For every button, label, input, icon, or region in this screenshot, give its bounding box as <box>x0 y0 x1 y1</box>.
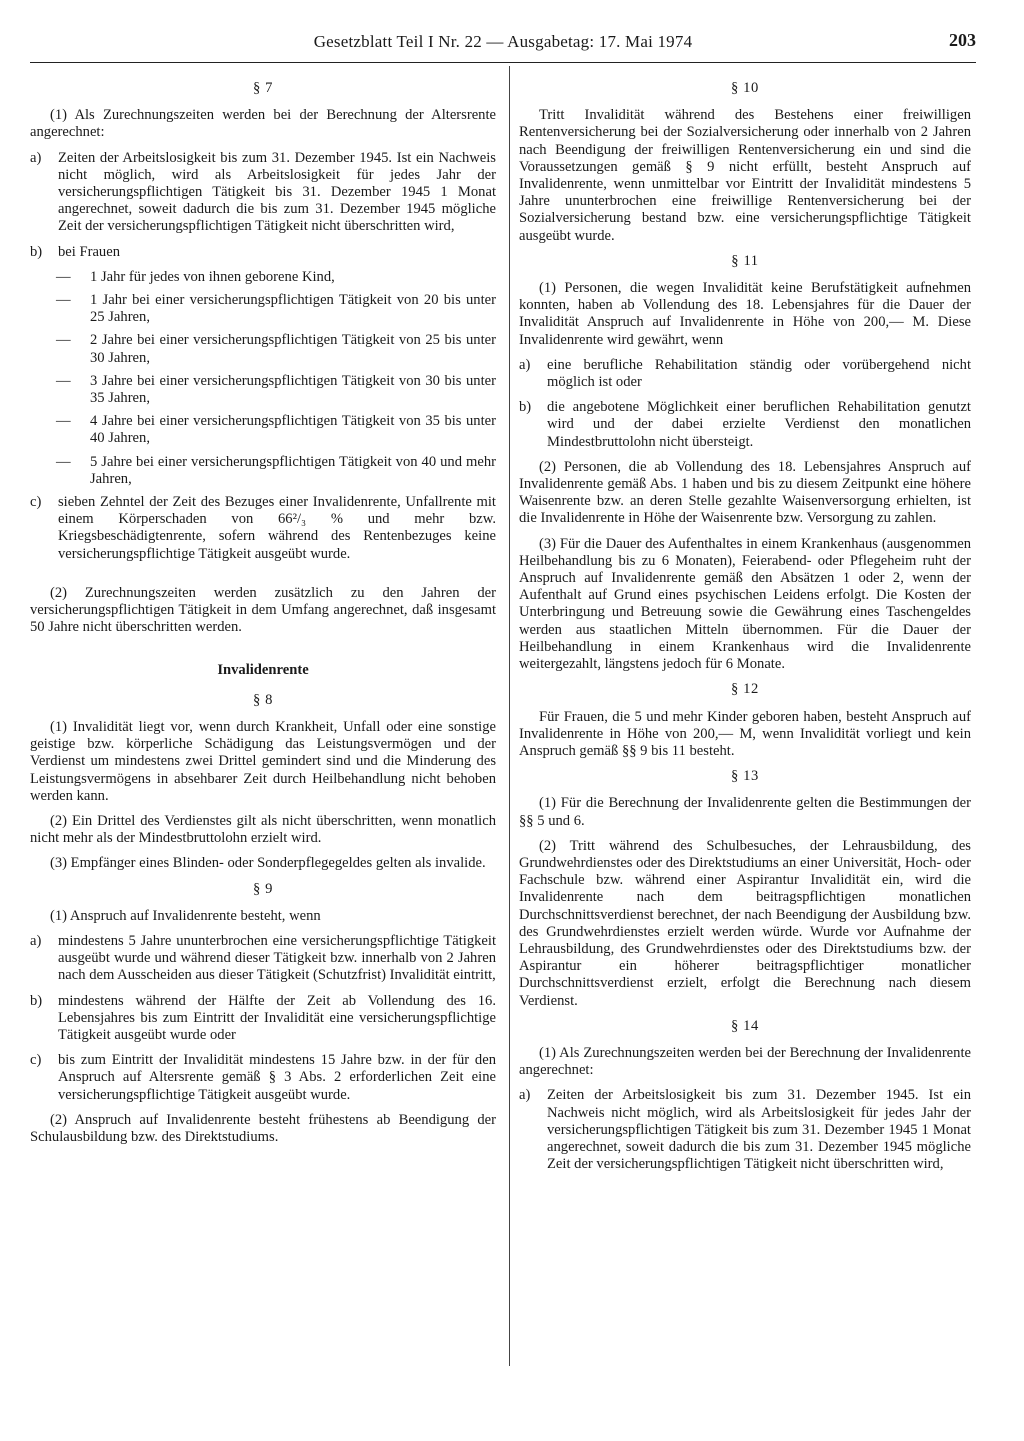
dash-text: 1 Jahr für jedes von ihnen geborene Kind, <box>90 268 335 285</box>
s10-paragraph-1: Tritt Invalidität während des Bestehens einer freiwilligen Rentenversicherung bei der Sozialversicherung oder innerhalb von 2 Jahren nach Beendigung der freiwilligen Rentenversicherung ein und sind die Voraussetzungen gemäß § 9 nicht erfüllt, besteht Anspruch auf Invalidenrente, wenn unmittelbar vor Eintritt der Invalidität mindestens 5 Jahre ununterbrochen eine freiwillige Rentenversicherung bei der Sozialversicherung bestand bzw. eine versicherungspflichtige Tätigkeit ausgeübt wurde. <box>519 107 971 244</box>
item-label: b) <box>30 243 43 260</box>
dash-label: — <box>56 453 71 470</box>
dash-label: — <box>56 413 71 430</box>
page-number: 203 <box>949 30 976 50</box>
s9-item-c <box>30 1052 496 1104</box>
dash-label: — <box>56 292 71 309</box>
right-column <box>519 72 971 1181</box>
s7-item-c <box>30 494 496 563</box>
s13-paragraph-2: (2) Tritt während des Schulbesuches, der Lehrausbildung, des Grundwehrdienstes oder des Direktstudiums an einer Universität, Hoch- oder Fachschule bzw. während einer Aspirantur Invalidität ein, wird die Invalidenrente nach dem beitragspflichtigen monatlichen Durchschnittsverdienst berechnet, der nach Beendigung der Ausbildung bzw. des Grundwehrdienstes erzielt werden würde. Wurde vor Aufnahme der Lehrausbildung, des Grundwehrdienstes oder des Direktstudiums bzw. der Aspirantur ein höherer beitragspflichtiger monatlicher Durchschnittsverdienst erzielt, erfolgt die Berechnung nach diesem Verdienst. <box>519 837 971 1009</box>
s7-dash-item <box>30 332 496 366</box>
section-heading-12: § 12 <box>731 681 759 698</box>
s11-item-a <box>519 357 971 391</box>
section-heading-11: § 11 <box>731 252 759 269</box>
item-label: a) <box>519 1087 531 1104</box>
section-heading-14: § 14 <box>731 1017 759 1034</box>
s7-dash-item <box>30 269 496 286</box>
s11-paragraph-2: (2) Personen, die ab Vollendung des 18. Lebensjahres Anspruch auf Invalidenrente gemäß Abs. 1 haben und bis zu diesem Zeitpunkt eine höhere Waisenrente bzw. an deren Stelle gezahlte Waisenversorgung erhielten, ist die Invalidenrente in Höhe der Waisenrente bzw. Versorgung zu zahlen. <box>519 458 971 527</box>
item-label: a) <box>519 356 531 373</box>
item-text: sieben Zehntel der Zeit des Bezuges einer Invalidenrente, Unfallrente mit einem Körperschaden von 66²/₃ % und mehr bzw. Kriegsbeschädigtenrente, sofern während des Rentenbezuges keine versicherungspflichtige Tätigkeit ausgeübt wurde. <box>58 494 496 562</box>
s9-paragraph-1: (1) Anspruch auf Invalidenrente besteht, wenn <box>50 907 321 924</box>
item-text: Zeiten der Arbeitslosigkeit bis zum 31. Dezember 1945. Ist ein Nachweis nicht möglich, wird als Arbeitslosigkeit für jedes Jahr der versicherungspflichtigen Tätigkeit bis 31. Dezember 1945 1 Monat angerechnet, soweit dadurch die bis zum 31. Dezember 1945 mögliche Zeit der versicherungspflichtigen Tätigkeit nicht überschritten wird, <box>58 149 496 235</box>
dash-text: 5 Jahre bei einer versicherungspflichtigen Tätigkeit von 40 und mehr Jahren, <box>90 453 496 487</box>
s14-item-a <box>519 1087 971 1173</box>
item-text: Zeiten der Arbeitslosigkeit bis zum 31. Dezember 1945. Ist ein Nachweis nicht möglich, wird als Arbeitslosigkeit für jedes Jahr der versicherungspflichtigen Tätigkeit bis zum 31. Dezember 1945 1 Monat angerechnet, soweit dadurch die bis zum 31. Dezember 1945 mögliche Zeit der versicherungspflichtigen Tätigkeit nicht überschritten wird, <box>547 1087 971 1173</box>
item-label: a) <box>30 932 42 949</box>
left-column <box>30 72 496 1154</box>
section-heading-9: § 9 <box>252 880 274 897</box>
s11-item-b <box>519 399 971 451</box>
s9-item-a <box>30 933 496 985</box>
s14-paragraph-1: (1) Als Zurechnungszeiten werden bei der Berechnung der Invalidenrente angerechnet: <box>519 1044 971 1079</box>
dash-label: — <box>56 332 71 349</box>
item-text: mindestens 5 Jahre ununterbrochen eine versicherungspflichtige Tätigkeit ausgeübt wurde und während dieser Tätigkeit bzw. innerhalb von 2 Jahren nach dem Ausscheiden aus dieser Tätigkeit (Schutzfrist) Invalidität eintritt, <box>58 932 496 984</box>
s7-paragraph-1: (1) Als Zurechnungszeiten werden bei der Berechnung der Altersrente angerechnet: <box>30 107 496 141</box>
page-header <box>30 26 976 63</box>
item-text: mindestens während der Hälfte der Zeit ab Vollendung des 16. Lebensjahres bis zum Eintritt der Invalidität eine versicherungspflichtige Tätigkeit ausgeübt wurde oder <box>58 992 496 1043</box>
section-heading-7: § 7 <box>252 80 274 96</box>
dash-text: 3 Jahre bei einer versicherungspflichtigen Tätigkeit von 30 bis unter 35 Jahren, <box>90 372 496 407</box>
s11-paragraph-3: (3) Für die Dauer des Aufenthaltes in einem Krankenhaus (ausgenommen Heilbehandlung bis zu 6 Monaten), Feierabend- oder Pflegeheim ruht der Anspruch auf Invalidenrente gemäß den Absätzen 1 oder 2, wenn der Aufenthalt auf Grund eines psychischen Leidens erfolgt. Die Kosten der Unterbringung und Betreuung sowie die Gewährung eines Taschengeldes werden aus staatlichen Mitteln übernommen. Für die Dauer der Heilbehandlung in einem Krankenhaus wird die Invalidenrente weitergezahlt, längstens jedoch für 6 Monate. <box>519 535 971 673</box>
item-text: bei Frauen <box>58 243 121 260</box>
dash-text: 4 Jahre bei einer versicherungspflichtigen Tätigkeit von 35 bis unter 40 Jahren, <box>90 413 496 447</box>
column-divider <box>509 66 510 1366</box>
dash-label: — <box>56 268 71 285</box>
s7-dash-item <box>30 413 496 447</box>
s11-paragraph-1: (1) Personen, die wegen Invalidität keine Berufstätigkeit aufnehmen konnten, haben ab Vollendung des 18. Lebensjahres für die Dauer der Invalidität Anspruch auf Invalidenrente in Höhe von 200,— M. Diese Invalidenrente wird gewährt, wenn <box>519 280 971 348</box>
item-label: c) <box>30 1052 42 1069</box>
subheading-invalidenrente: Invalidenrente <box>217 662 309 679</box>
item-label: c) <box>30 494 42 511</box>
section-heading-8: § 8 <box>252 691 274 708</box>
item-label: b) <box>519 399 532 416</box>
s9-item-b <box>30 993 496 1045</box>
item-text: bis zum Eintritt der Invalidität mindestens 15 Jahre bzw. in der für den Anspruch auf Altersrente gemäß § 3 Abs. 2 erforderlichen Zeit eine versicherungspflichtige Tätigkeit ausgeübt wurde. <box>58 1052 496 1103</box>
item-label: b) <box>30 992 43 1009</box>
dash-text: 2 Jahre bei einer versicherungspflichtigen Tätigkeit von 25 bis unter 30 Jahren, <box>90 332 496 366</box>
s7-dash-item <box>30 373 496 407</box>
s8-paragraph-3: (3) Empfänger eines Blinden- oder Sonderpflegegeldes gelten als invalide. <box>50 855 486 872</box>
s13-paragraph-1: (1) Für die Berechnung der Invalidenrente gelten die Bestimmungen der §§ 5 und 6. <box>519 795 971 829</box>
s7-paragraph-2: (2) Zurechnungszeiten werden zusätzlich zu den Jahren der versicherungspflichtigen Tätigkeit in dem Umfang angerechnet, daß insgesamt 50 Jahre nicht überschritten werden. <box>30 584 496 636</box>
header-title: Gesetzblatt Teil I Nr. 22 — Ausgabetag: 17. Mai 1974 <box>313 32 693 51</box>
s8-paragraph-1: (1) Invalidität liegt vor, wenn durch Krankheit, Unfall oder eine sonstige geistige bzw. körperliche Schädigung das Leistungsvermögen und der Verdienst um mindestens zwei Drittel gemindert sind und die Minderung des Leistungsvermögens in absehbarer Zeit durch Heilbehandlung nicht behoben werden kann. <box>30 718 496 804</box>
dash-text: 1 Jahr bei einer versicherungspflichtigen Tätigkeit von 20 bis unter 25 Jahren, <box>90 292 496 326</box>
item-label: a) <box>30 149 42 166</box>
s7-item-a <box>30 150 496 236</box>
s12-paragraph-1: Für Frauen, die 5 und mehr Kinder geboren haben, besteht Anspruch auf Invalidenrente in Höhe von 200,— M, wenn Invalidität vorliegt und kein Anspruch gemäß §§ 9 bis 11 besteht. <box>519 708 971 759</box>
item-text: eine berufliche Rehabilitation ständig oder vorübergehend nicht möglich ist oder <box>547 356 971 391</box>
s7-item-b <box>30 244 496 261</box>
s9-paragraph-2: (2) Anspruch auf Invalidenrente besteht frühestens ab Beendigung der Schulausbildung bzw. des Direktstudiums. <box>30 1111 496 1145</box>
section-heading-13: § 13 <box>731 768 759 785</box>
section-heading-10: § 10 <box>731 80 759 96</box>
dash-label: — <box>56 372 71 389</box>
s8-paragraph-2: (2) Ein Drittel des Verdienstes gilt als nicht überschritten, wenn monatlich nicht mehr als der Mindestbruttolohn erzielt wird. <box>30 812 496 847</box>
s7-dash-item <box>30 454 496 488</box>
item-text: die angebotene Möglichkeit einer beruflichen Rehabilitation genutzt wird und der dabei erzielte Verdienst den monatlichen Mindestbruttolohn nicht übersteigt. <box>547 399 971 450</box>
s7-dash-item <box>30 292 496 326</box>
